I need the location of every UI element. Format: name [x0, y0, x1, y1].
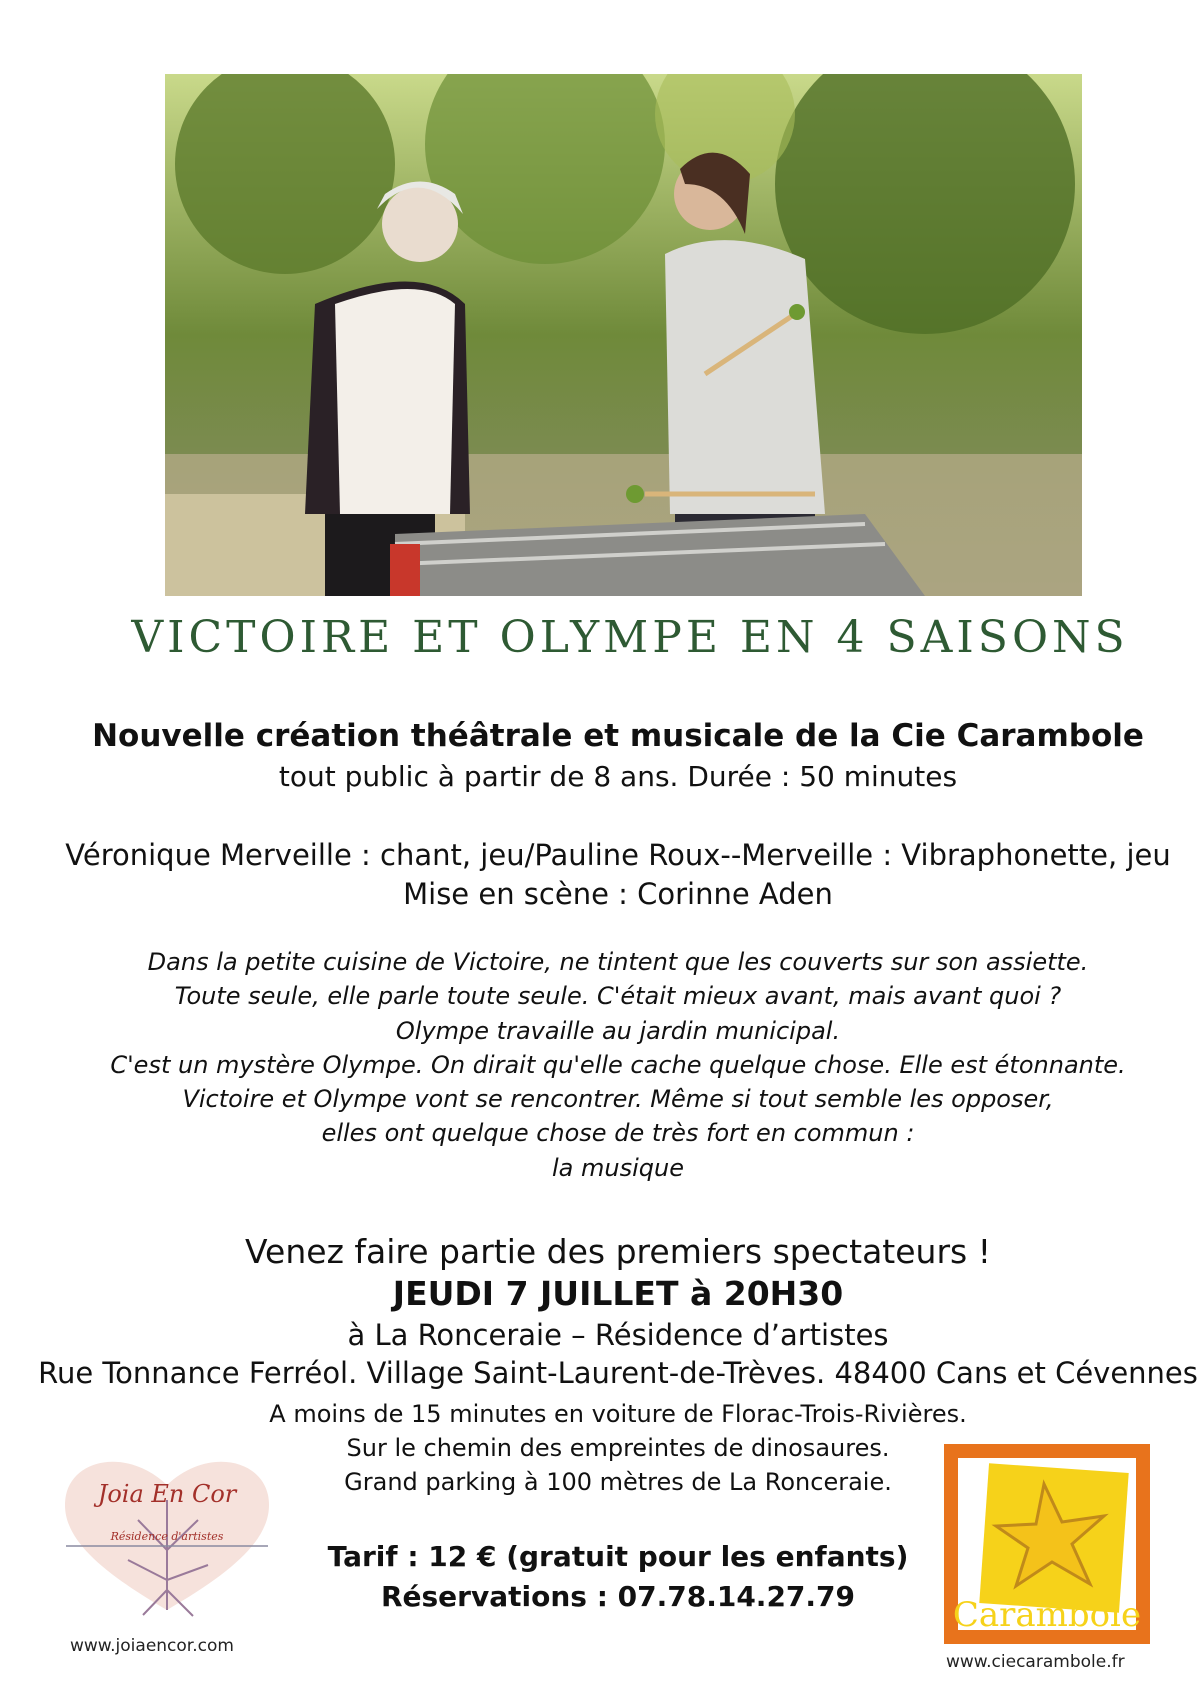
- reservation-phone: Réservations : 07.78.14.27.79: [380, 1580, 856, 1613]
- carambole-website-link[interactable]: www.ciecarambole.fr: [946, 1652, 1125, 1672]
- cast-credits: Véronique Merveille : chant, jeu/Pauline Roux--Merveille : Vibraphonette, jeu: [65, 838, 1171, 872]
- svg-text:Carambole: Carambole: [952, 1595, 1142, 1635]
- ticket-price: Tarif : 12 € (gratuit pour les enfants): [327, 1540, 909, 1573]
- joia-website-link[interactable]: www.joiaencor.com: [70, 1636, 234, 1656]
- event-date: JEUDI 7 JUILLET à 20H30: [392, 1274, 844, 1313]
- synopsis-line: elles ont quelque chose de très fort en commun :: [321, 1119, 915, 1148]
- access-info-line: Grand parking à 100 mètres de La Ronceraie.: [344, 1468, 892, 1496]
- synopsis-line: Olympe travaille au jardin municipal.: [395, 1016, 841, 1045]
- show-subtitle: Nouvelle création théâtrale et musicale de la Cie Carambole: [92, 718, 1144, 754]
- audience-duration: tout public à partir de 8 ans. Durée : 50 minutes: [278, 760, 958, 793]
- synopsis-line: la musique: [552, 1153, 684, 1182]
- access-info-line: Sur le chemin des empreintes de dinosaures.: [346, 1434, 890, 1462]
- invite-text: Venez faire partie des premiers spectateurs !: [245, 1232, 991, 1271]
- show-title: VICTOIRE ET OLYMPE EN 4 SAISONS: [131, 612, 1129, 663]
- hero-photo: [165, 74, 1082, 596]
- photo-two-performers-vibraphone: [165, 74, 1082, 596]
- synopsis-line: Dans la petite cuisine de Victoire, ne tintent que les couverts sur son assiette.: [147, 948, 1089, 976]
- director-credit: Mise en scène : Corinne Aden: [403, 877, 833, 911]
- access-info-line: A moins de 15 minutes en voiture de Florac-Trois-Rivières.: [269, 1400, 967, 1428]
- svg-text:Joia En Cor: Joia En Cor: [97, 1480, 237, 1508]
- joia-en-cor-logo: [58, 1440, 276, 1620]
- svg-text:Résidence d'artistes: Résidence d'artistes: [110, 1530, 224, 1543]
- synopsis-line: C'est un mystère Olympe. On dirait qu'elle cache quelque chose. Elle est étonnante.: [110, 1050, 1126, 1079]
- synopsis-line: Toute seule, elle parle toute seule. C'était mieux avant, mais avant quoi ?: [174, 982, 1062, 1011]
- synopsis: [0, 945, 1200, 1185]
- synopsis-line: Victoire et Olympe vont se rencontrer. Même si tout semble les opposer,: [182, 1085, 1054, 1114]
- event-venue: à La Ronceraie – Résidence d’artistes: [347, 1318, 889, 1352]
- carambole-logo: [944, 1444, 1150, 1644]
- event-address: Rue Tonnance Ferréol. Village Saint-Laurent-de-Trèves. 48400 Cans et Cévennes: [38, 1356, 1198, 1390]
